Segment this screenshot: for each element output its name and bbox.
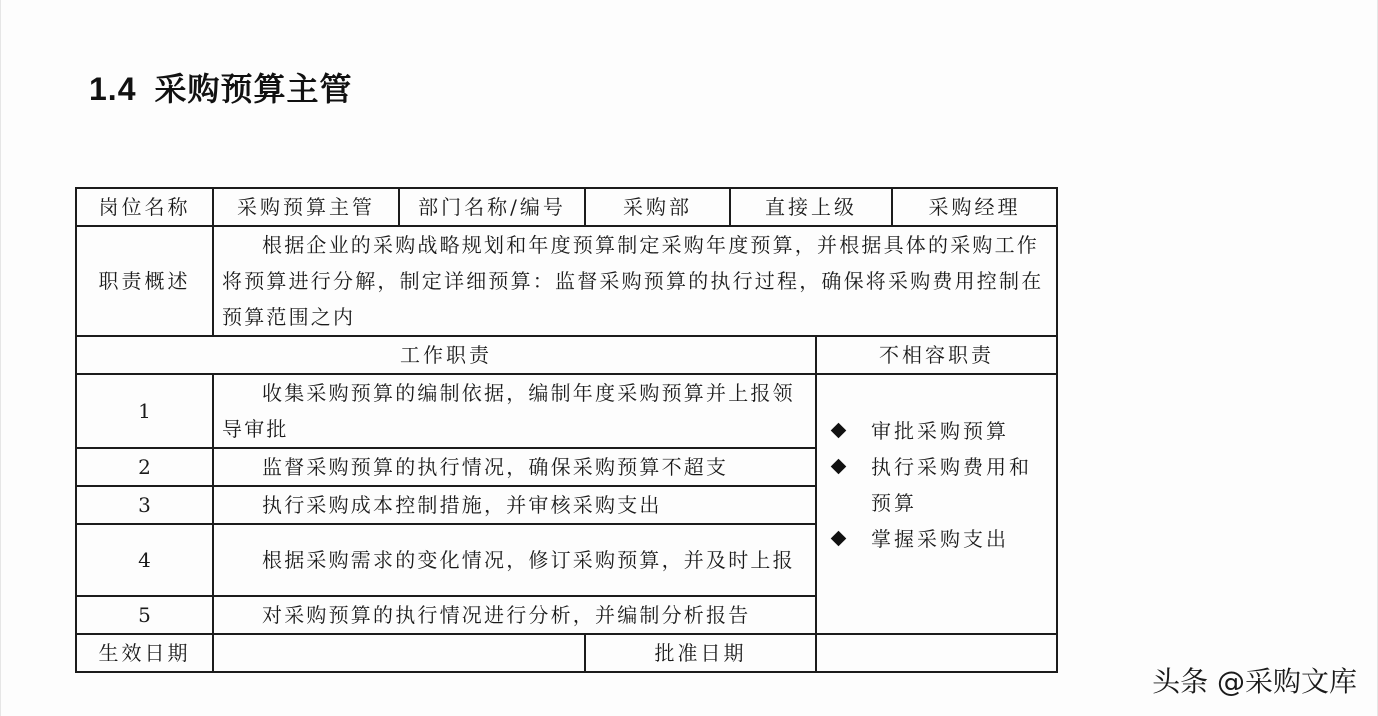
list-item bbox=[831, 449, 1046, 521]
summary-text: 根据企业的采购战略规划和年度预算制定采购年度预算，并根据具体的采购工作将预算进行分解，制定详细预算：监督采购预算的执行过程，确保将采购费用控制在预算范围之内 bbox=[213, 226, 1057, 336]
diamond-bullet-icon bbox=[831, 459, 847, 475]
duty-number: 4 bbox=[76, 524, 213, 596]
incompatible-duties-cell bbox=[816, 374, 1057, 634]
incompatible-duties-list bbox=[817, 375, 1056, 557]
duty-text: 根据采购需求的变化情况，修订采购预算，并及时上报 bbox=[213, 524, 816, 596]
incompatible-duty-text: 掌握采购支出 bbox=[871, 527, 1009, 551]
duty-number: 1 bbox=[76, 374, 213, 448]
job-description-table bbox=[75, 187, 1058, 673]
direct-superior-label: 直接上级 bbox=[730, 188, 892, 226]
duty-number: 3 bbox=[76, 486, 213, 524]
table-row bbox=[76, 374, 1057, 448]
section-heading bbox=[89, 64, 353, 110]
approval-date-value bbox=[816, 634, 1057, 672]
list-item bbox=[831, 413, 1046, 449]
incompatible-duty-text: 执行采购费用和预算 bbox=[871, 455, 1032, 515]
effective-date-value bbox=[213, 634, 585, 672]
post-name-label: 岗位名称 bbox=[76, 188, 213, 226]
dept-name-label: 部门名称/编号 bbox=[399, 188, 585, 226]
incompatible-duty-text: 审批采购预算 bbox=[871, 419, 1009, 443]
dept-name-value: 采购部 bbox=[585, 188, 730, 226]
table-row-section-headers bbox=[76, 336, 1057, 374]
diamond-bullet-icon bbox=[831, 531, 847, 547]
duty-number: 2 bbox=[76, 448, 213, 486]
duty-text: 执行采购成本控制措施，并审核采购支出 bbox=[213, 486, 816, 524]
duties-header: 工作职责 bbox=[76, 336, 816, 374]
section-number: 1.4 bbox=[89, 71, 137, 107]
list-item bbox=[831, 521, 1046, 557]
direct-superior-value: 采购经理 bbox=[892, 188, 1057, 226]
duty-number: 5 bbox=[76, 596, 213, 634]
section-title: 采购预算主管 bbox=[154, 71, 353, 107]
table-row-footer bbox=[76, 634, 1057, 672]
watermark: 头条 @采购文库 bbox=[1152, 665, 1357, 698]
diamond-bullet-icon bbox=[831, 423, 847, 439]
duty-text: 对采购预算的执行情况进行分析，并编制分析报告 bbox=[213, 596, 816, 634]
duty-text: 监督采购预算的执行情况，确保采购预算不超支 bbox=[213, 448, 816, 486]
effective-date-label: 生效日期 bbox=[76, 634, 213, 672]
approval-date-label: 批准日期 bbox=[585, 634, 816, 672]
table-row-summary bbox=[76, 226, 1057, 336]
post-name-value: 采购预算主管 bbox=[213, 188, 399, 226]
summary-label: 职责概述 bbox=[76, 226, 213, 336]
incompatible-header: 不相容职责 bbox=[816, 336, 1057, 374]
duty-text: 收集采购预算的编制依据，编制年度采购预算并上报领导审批 bbox=[213, 374, 816, 448]
table-row-header bbox=[76, 188, 1057, 226]
